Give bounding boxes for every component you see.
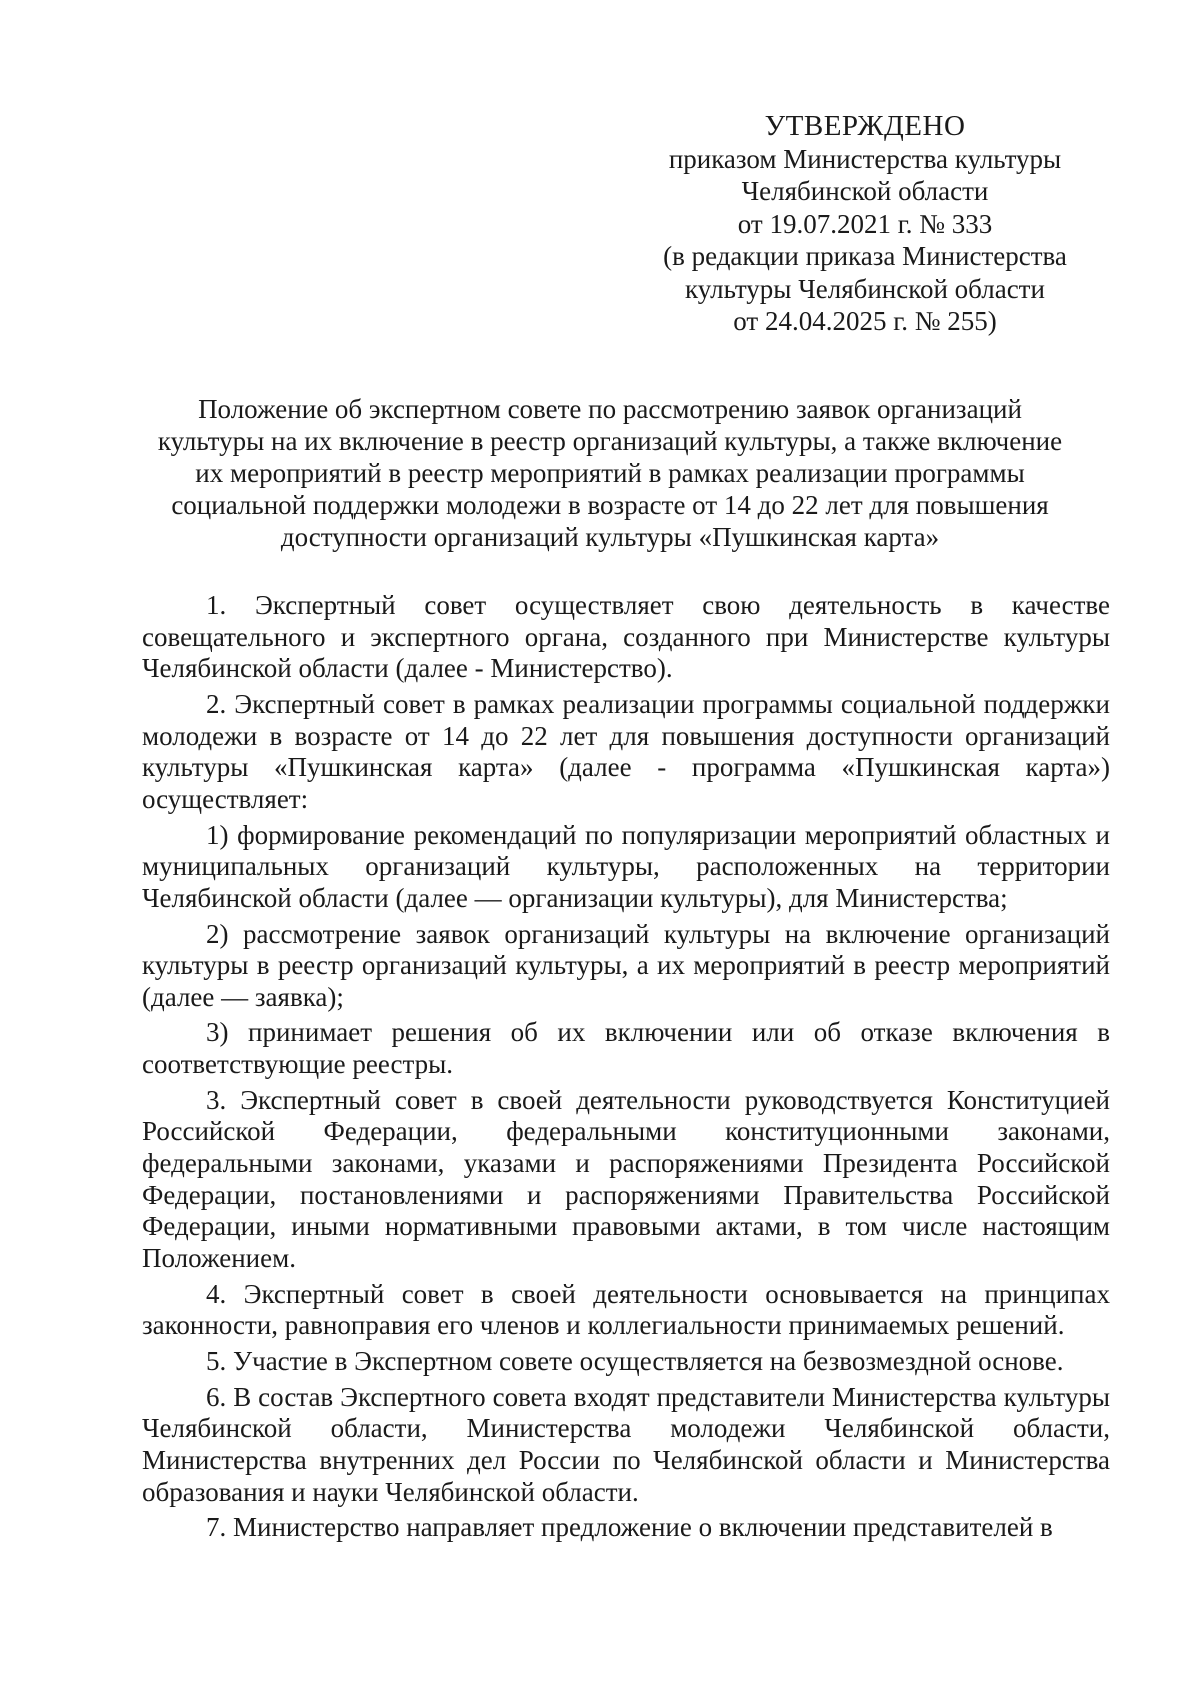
approval-line: (в редакции приказа Министерства: [663, 241, 1067, 271]
paragraph-3: 3. Экспертный совет в своей деятельности руководствуется Конституцией Российской Федерации, федеральными конституционными законами, федеральными законами, указами и распоряжениями Президента Российской Федерации, постановлениями и распоряжениями Правительства Российской Федерации, иными нормативными правовыми актами, в том числе настоящим Положением.: [142, 1084, 1110, 1273]
paragraph-7: 7. Министерство направляет предложение о включении представителей в: [206, 1512, 1053, 1543]
title-line: их мероприятий в реестр мероприятий в рамках реализации программы: [195, 458, 1025, 488]
title-line: культуры на их включение в реестр организаций культуры, а также включение: [157, 426, 1063, 456]
approval-line: Челябинской области: [741, 176, 989, 206]
paragraph-5: 5. Участие в Экспертном совете осуществляется на безвозмездной основе.: [206, 1345, 1064, 1376]
paragraph-4: 4. Экспертный совет в своей деятельности основывается на принципах законности, равноправия его членов и коллегиальности принимаемых решений.: [142, 1278, 1110, 1341]
title-line: Положение об экспертном совете по рассмотрению заявок организаций: [198, 394, 1022, 424]
title-line: социальной поддержки молодежи в возрасте от 14 до 22 лет для повышения: [171, 490, 1049, 520]
paragraph-6: 6. В состав Экспертного совета входят представители Министерства культуры Челябинской области, Министерства молодежи Челябинской области, Министерства внутренних дел России по Челябинской области и Министерства образования и науки Челябинской области.: [142, 1381, 1110, 1507]
approval-stamp: [640, 110, 1090, 338]
paragraph-2: 2. Экспертный совет в рамках реализации программы социальной поддержки молодежи в возрасте от 14 до 22 лет для повышения доступности организаций культуры «Пушкинская карта» (далее - программа «Пушкинская карта») осуществляет:: [142, 688, 1110, 814]
subitem-2-1: 1) формирование рекомендаций по популяризации мероприятий областных и муниципальных организаций культуры, расположенных на территории Челябинской области (далее — организации культуры), для Министерства;: [142, 819, 1110, 913]
approval-line: приказом Министерства культуры: [668, 143, 1062, 174]
subitem-2-3: 3) принимает решения об их включении или об отказе включения в соответствующие реестры.: [142, 1017, 1110, 1080]
approval-heading: УТВЕРЖДЕНО: [764, 110, 966, 142]
approval-line: культуры Челябинской области: [685, 273, 1045, 304]
approval-line: от 24.04.2025 г. № 255): [733, 306, 997, 336]
title-line: доступности организаций культуры «Пушкинская карта»: [280, 522, 940, 552]
approval-line: от 19.07.2021 г. № 333: [737, 208, 993, 239]
paragraph-1: 1. Экспертный совет осуществляет свою деятельность в качестве совещательного и экспертного органа, созданного при Министерстве культуры Челябинской области (далее - Министерство).: [142, 590, 1110, 684]
document-title: [130, 393, 1090, 553]
document-body: [142, 590, 1110, 1548]
subitem-2-2: 2) рассмотрение заявок организаций культуры на включение организаций культуры в реестр организаций культуры, а их мероприятий в реестр мероприятий (далее — заявка);: [142, 918, 1110, 1012]
